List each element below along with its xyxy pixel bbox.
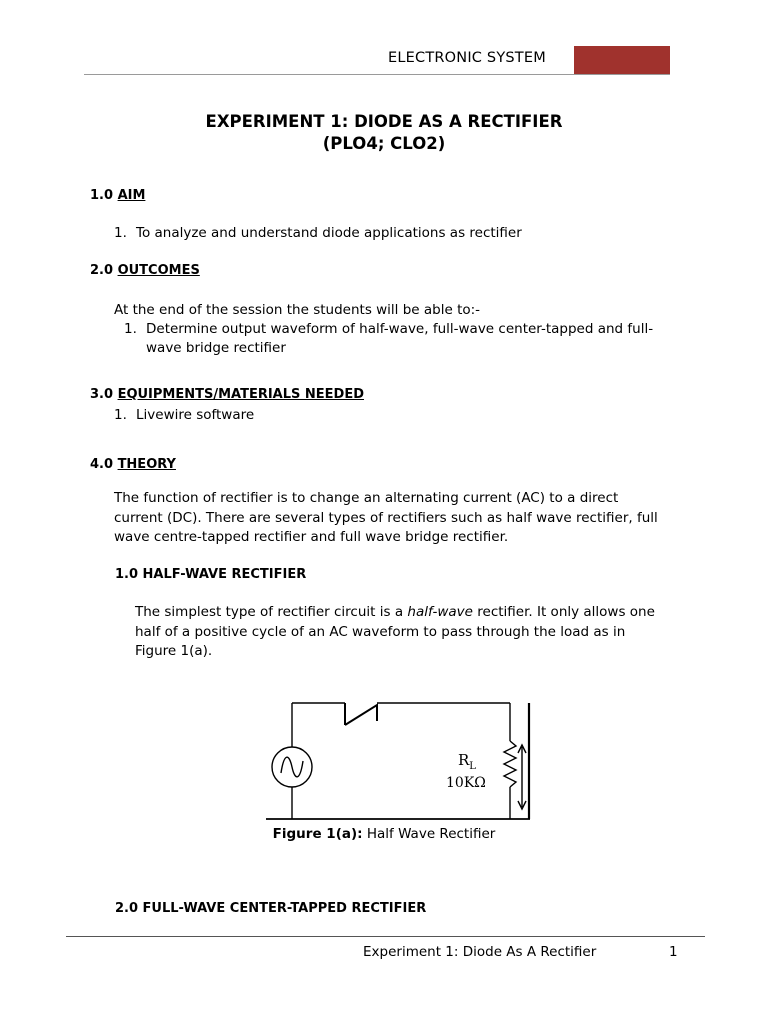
section-title: OUTCOMES [117, 263, 200, 278]
half-wave-line: Figure 1(a). [135, 643, 213, 659]
footer-title: Experiment 1: Diode As A Rectifier [363, 944, 597, 960]
section-theory-heading [90, 457, 176, 472]
item-number: 1. [114, 225, 127, 241]
outcomes-intro: At the end of the session the students will be able to:- [114, 302, 481, 318]
section-number: 4.0 [90, 457, 114, 472]
section-number: 1.0 [90, 188, 114, 203]
half-wave-paragraph [135, 603, 655, 662]
resistor-label: $R_L$ [458, 751, 476, 772]
section-title: AIM [117, 188, 146, 203]
theory-paragraph [114, 489, 658, 548]
page-number: 1 [669, 944, 678, 960]
aim-item [114, 224, 522, 244]
header-title: ELECTRONIC SYSTEM [388, 50, 546, 66]
item-number: 1. [114, 407, 127, 423]
section-equipments-heading [90, 387, 364, 402]
theory-line: current (DC). There are several types of rectifiers such as half wave rectifier, full [114, 509, 658, 526]
diode-triangle [345, 705, 377, 725]
sine-wave-icon [281, 757, 303, 777]
half-wave-heading: 1.0 HALF-WAVE RECTIFIER [115, 567, 307, 582]
figure-caption [0, 826, 768, 842]
footer-divider [66, 936, 705, 937]
item-text: Livewire software [136, 407, 255, 423]
caption-text: Half Wave Rectifier [362, 826, 496, 842]
section-number: 3.0 [90, 387, 114, 402]
section-aim-heading [90, 188, 145, 203]
resistor-icon [504, 741, 516, 787]
theory-line: wave centre-tapped rectifier and full wave bridge rectifier. [114, 529, 509, 545]
half-wave-rectifier-circuit [260, 695, 540, 825]
text-run: The simplest type of rectifier circuit is a [135, 604, 408, 620]
header-accent-bar [574, 46, 670, 75]
section-title: EQUIPMENTS/MATERIALS NEEDED [117, 387, 365, 402]
section-outcomes-heading [90, 263, 200, 278]
half-wave-line: half of a positive cycle of an AC waveform to pass through the load as in [135, 623, 626, 640]
header-divider [84, 74, 670, 75]
item-text: Determine output waveform of half-wave, full-wave center-tapped and full- [146, 321, 654, 337]
item-number: 1. [124, 321, 137, 337]
document-title: EXPERIMENT 1: DIODE AS A RECTIFIER [205, 112, 563, 131]
document-subtitle: (PLO4; CLO2) [322, 134, 446, 153]
theory-line: The function of rectifier is to change an alternating current (AC) to a direct [114, 490, 619, 506]
full-wave-heading: 2.0 FULL-WAVE CENTER-TAPPED RECTIFIER [115, 901, 427, 916]
caption-label: Figure 1(a): [272, 826, 363, 842]
section-number: 2.0 [90, 263, 114, 278]
equipments-item [114, 406, 254, 426]
outcomes-item-continued: wave bridge rectifier [146, 340, 286, 356]
outcomes-item [124, 320, 653, 340]
resistor-value: 10KΩ [446, 775, 486, 791]
section-title: THEORY [117, 457, 176, 472]
text-run: rectifier. It only allows one [472, 604, 655, 620]
emphasis-text: half-wave [407, 604, 473, 620]
item-text: To analyze and understand diode applications as rectifier [136, 225, 522, 241]
half-wave-line [135, 603, 655, 623]
